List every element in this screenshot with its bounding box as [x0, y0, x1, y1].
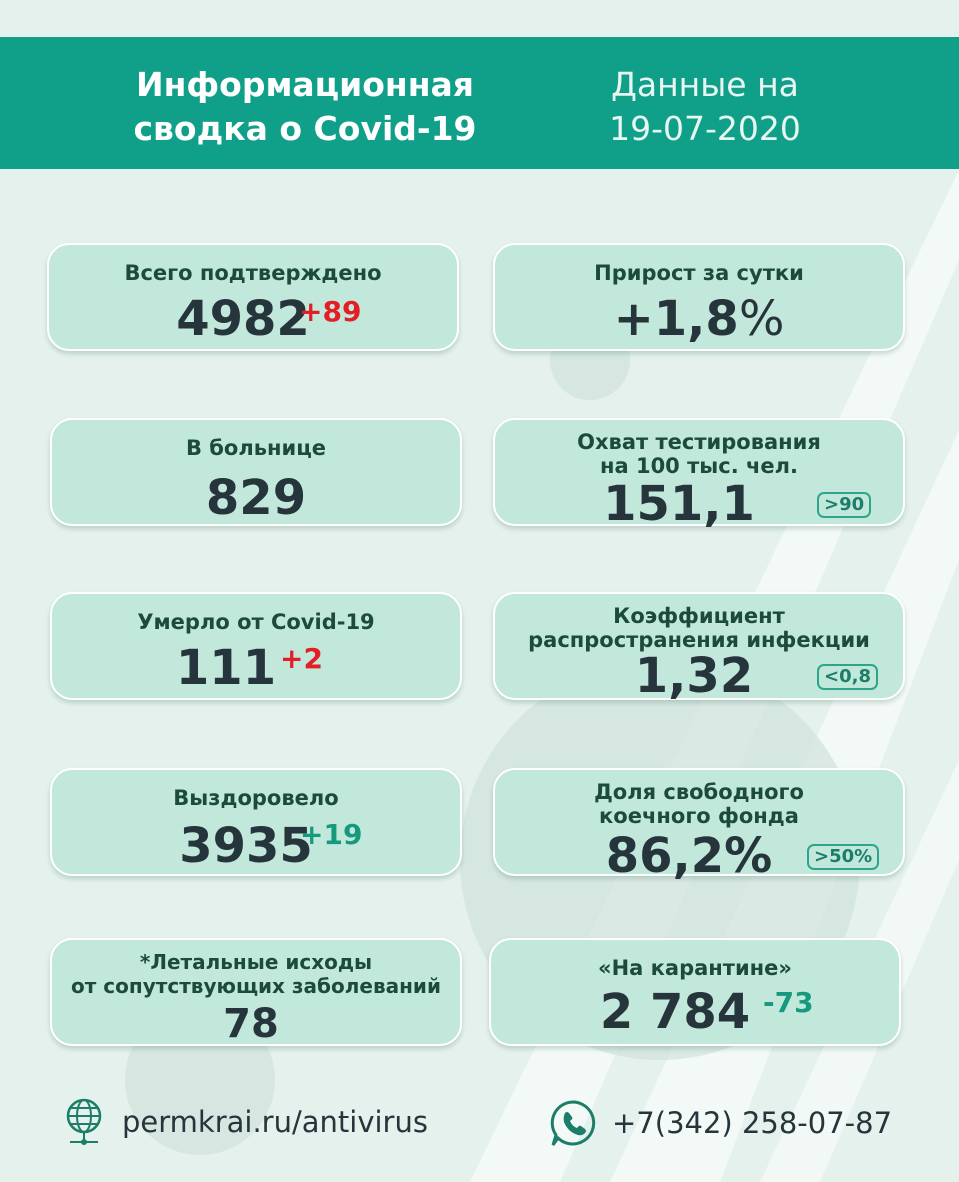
card-label: В больнице: [185, 436, 327, 460]
card-value: 151,1: [603, 476, 755, 532]
norm-badge: <0,8: [817, 664, 878, 690]
card-testing: [493, 418, 905, 532]
card-delta: +89: [299, 295, 362, 328]
norm-badge: >90: [817, 492, 871, 518]
card-value: 86,2%: [605, 828, 773, 884]
card-value: 4982: [176, 291, 310, 347]
card-value: 3935: [179, 818, 313, 874]
phone-text[interactable]: +7(342) 258-07-87: [612, 1106, 893, 1140]
header-banner: [0, 37, 959, 169]
card-comorbid: [50, 938, 462, 1046]
phone-icon: [548, 1098, 598, 1148]
card-value: 78: [223, 1001, 279, 1047]
card-label: Охват тестирования на 100 тыс. чел.: [577, 430, 821, 478]
card-quarantine: [489, 938, 901, 1046]
card-hospital: [50, 418, 462, 526]
card-label: Коэффициент распространения инфекции: [528, 604, 870, 652]
card-label: Доля свободного коечного фонда: [594, 780, 804, 828]
website-text[interactable]: permkrai.ru/antivirus: [122, 1105, 428, 1139]
card-deaths: [50, 592, 462, 700]
card-value: +1,8%: [613, 291, 785, 347]
card-label: Прирост за сутки: [594, 261, 804, 285]
website-link[interactable]: [62, 1096, 428, 1148]
card-label: «На карантине»: [598, 956, 792, 980]
card-label: Выздоровело: [173, 786, 339, 810]
card-value: 2 784: [599, 984, 751, 1040]
card-delta: -73: [763, 986, 814, 1019]
card-delta: +19: [300, 818, 363, 851]
card-value: 1,32: [634, 648, 754, 704]
card-label: Всего подтверждено: [124, 261, 382, 285]
card-recovered: [50, 768, 462, 876]
page-title: Информационная сводка о Covid-19: [133, 65, 477, 148]
card-label: *Летальные исходы от сопутствующих заболеваний: [71, 950, 441, 998]
card-confirmed: [47, 243, 459, 351]
norm-badge: >50%: [807, 844, 879, 870]
card-delta: +2: [280, 642, 323, 675]
card-label: Умерло от Covid-19: [137, 610, 375, 634]
card-rt: [493, 592, 905, 704]
card-value: 111: [175, 640, 277, 696]
globe-icon: [62, 1096, 106, 1148]
card-beds: [493, 768, 905, 884]
phone-link[interactable]: [548, 1098, 892, 1148]
report-date: Данные на 19-07-2020: [609, 65, 801, 148]
card-growth: [493, 243, 905, 351]
card-value: 829: [205, 470, 307, 526]
